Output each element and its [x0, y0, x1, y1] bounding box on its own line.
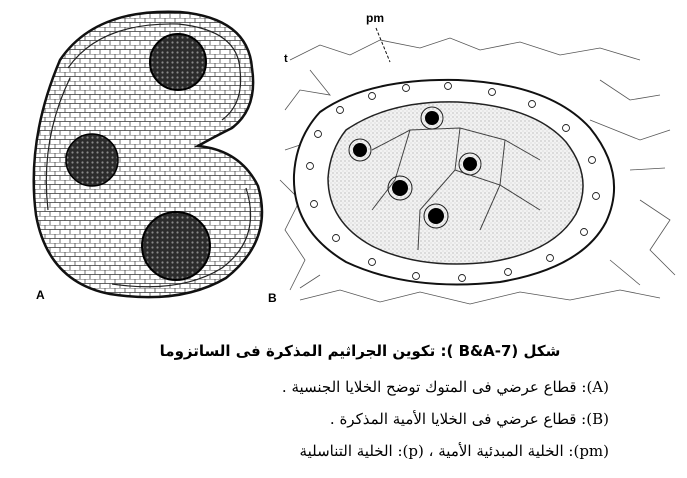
- legend-key-b: (B): [586, 410, 609, 428]
- legend-text-p: : الخلية التناسلية: [299, 442, 403, 460]
- legend-text-pm: : الخلية المبدئية الأمية ،: [423, 442, 574, 460]
- legend-line-b: [330, 410, 609, 428]
- legend-line-a: [282, 378, 609, 396]
- t-label: t: [284, 53, 288, 65]
- figure-caption: شكل (B&A-7 ): تكوين الجراثيم المذكرة فى الساتزوما: [159, 342, 561, 360]
- legend-key-a: (A): [586, 378, 609, 396]
- legend-text-a: : قطاع عرضي فى المتوك توضح الخلايا الجنسية .: [281, 378, 587, 396]
- legend-key-pm: (pm): [573, 442, 609, 460]
- pm-label: pm: [366, 11, 384, 25]
- panel-b-sporangium: [268, 11, 675, 305]
- panel-a-label: A: [36, 288, 45, 302]
- legend-text-b: : قطاع عرضي فى الخلايا الأمية المذكرة .: [329, 410, 587, 428]
- legend-key-p: (p): [402, 442, 424, 460]
- panel-a-anther: [34, 12, 262, 302]
- legend-line-pm-p: [300, 442, 609, 460]
- panel-b-label: B: [268, 291, 277, 305]
